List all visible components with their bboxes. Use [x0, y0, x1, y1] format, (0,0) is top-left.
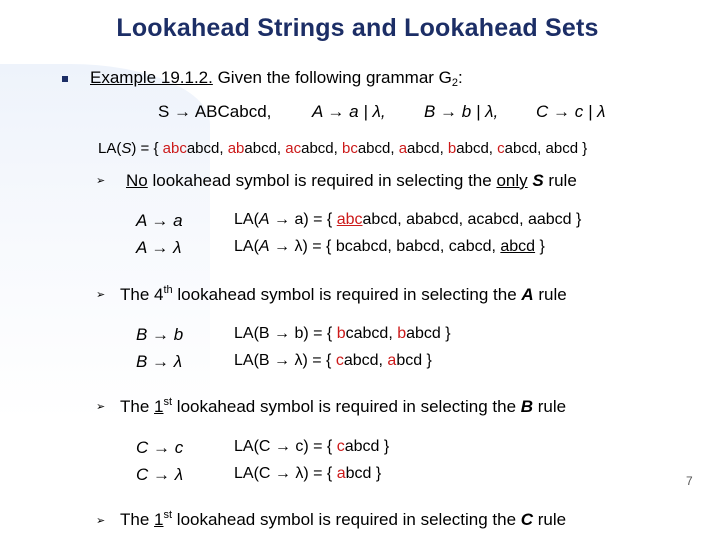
la-s-separator: , — [219, 140, 228, 157]
bullet4-sup: st — [163, 509, 173, 521]
la-c2-red: a — [336, 465, 346, 482]
la-a1-pre: LA( — [234, 211, 259, 228]
arrow-bullet-icon: ➢ — [96, 401, 106, 413]
la-s-item — [448, 140, 489, 157]
bullet4-mid: lookahead symbol is required in selecting the — [172, 510, 521, 529]
la-a1-rest: abcd, ababcd, acabcd, aabcd } — [362, 211, 582, 228]
la-b1-black2: abcd } — [406, 325, 451, 342]
bullet3-sup: st — [163, 396, 173, 408]
bullet3-end: rule — [533, 397, 567, 416]
rule-c-1: C → c — [136, 438, 184, 457]
la-b2-red1: c — [335, 352, 344, 369]
la-b2-red2: a — [387, 352, 397, 369]
bullet4-var: C — [520, 510, 534, 529]
page-number: 7 — [686, 474, 693, 488]
la-s-item — [228, 140, 277, 157]
grammar-a-rule: A → a | λ, — [312, 102, 386, 121]
la-s-item-suffix: abcd — [545, 140, 579, 157]
rule-c-2: C → λ — [136, 465, 184, 484]
la-s-item — [285, 140, 333, 157]
la-s-separator: , — [276, 140, 286, 157]
example-subscript: 2 — [451, 77, 459, 89]
la-s-separator: , — [488, 140, 498, 157]
bullet3-mid: lookahead symbol is required in selecting the — [172, 397, 521, 416]
la-a2-end: } — [535, 238, 545, 255]
bullet1-no: No — [126, 171, 148, 190]
bullet2-sup: th — [163, 284, 173, 296]
la-b-1 — [234, 325, 451, 343]
la-b2-pre: LA(B → λ) = { — [234, 352, 336, 369]
la-s-separator: , — [537, 140, 546, 157]
rule-a-1: A → a — [136, 211, 183, 230]
la-s-item-suffix: abcd — [456, 140, 489, 157]
bullet1-rest2: rule — [543, 171, 577, 190]
bullet4-num: 1 — [154, 510, 164, 529]
la-b1-pre: LA(B → b) = { — [234, 325, 337, 342]
la-s-prefix: LA( — [98, 140, 122, 157]
la-s-item — [546, 140, 579, 157]
grammar-c-rule: C → c | λ — [536, 102, 606, 121]
la-s-item-suffix: abcd — [504, 140, 538, 157]
bullet2-var: A — [521, 285, 534, 304]
grammar-b-rule: B → b | λ, — [424, 102, 499, 121]
la-b-2 — [234, 352, 432, 370]
bullet2-end: rule — [533, 285, 567, 304]
la-s-item — [399, 140, 440, 157]
bullet3-pre: The — [120, 397, 155, 416]
la-a1-var: A — [258, 211, 270, 228]
bullet1-rest1: lookahead symbol is required in selecting the — [147, 171, 497, 190]
la-s-line — [98, 140, 587, 157]
rule-b-1: B → b — [136, 325, 184, 344]
bullet3-var: B — [520, 397, 534, 416]
bullet2-line — [120, 284, 567, 305]
la-s-var: S — [121, 140, 132, 157]
la-b2-black2: bcd } — [396, 352, 432, 369]
la-s-item-prefix: ab — [227, 140, 245, 157]
arrow-bullet-icon: ➢ — [96, 289, 106, 301]
la-a2-var: A — [258, 238, 270, 255]
example-label: Example 19.1.2. — [90, 68, 213, 87]
bullet3-num: 1 — [154, 397, 164, 416]
la-s-item-prefix: b — [447, 140, 457, 157]
rule-b-2: B → λ — [136, 352, 183, 371]
la-a1-rhs: → a) = { — [269, 211, 337, 228]
la-s-item — [163, 140, 220, 157]
bullet1-only: only — [496, 171, 528, 190]
bullet1-line — [126, 171, 577, 191]
la-s-item-prefix: abc — [162, 140, 187, 157]
la-s-item-prefix: bc — [341, 140, 358, 157]
la-a2-underlined: abcd — [500, 238, 536, 255]
la-a-2 — [234, 238, 545, 256]
slide-title: Lookahead Strings and Lookahead Sets — [116, 14, 599, 42]
la-s-item-suffix: abcd — [357, 140, 391, 157]
la-s-item — [342, 140, 390, 157]
la-a1-first-underlined: abc — [336, 211, 363, 228]
bullet2-mid: lookahead symbol is required in selecting the — [172, 285, 522, 304]
square-bullet-icon — [62, 76, 68, 82]
la-s-item-suffix: abcd — [186, 140, 220, 157]
bullet4-end: rule — [533, 510, 567, 529]
la-s-items — [163, 140, 578, 157]
bullet4-line — [120, 509, 566, 530]
la-s-item-suffix: abcd — [244, 140, 277, 157]
la-c2-pre: LA(C → λ) = { — [234, 465, 337, 482]
la-c-2 — [234, 465, 381, 483]
la-s-item-suffix: abcd — [407, 140, 440, 157]
la-a-1 — [234, 211, 581, 229]
la-c1-pre: LA(C → c) = { — [234, 438, 337, 455]
bullet1-var: S — [532, 171, 544, 190]
la-s-separator: , — [439, 140, 448, 157]
la-c1-black: abcd } — [344, 438, 390, 455]
grammar-s-rule: S → ABCabcd, — [158, 102, 272, 121]
la-b2-black1: abcd, — [343, 352, 388, 369]
example-colon: : — [458, 68, 463, 87]
la-s-item-prefix: c — [497, 140, 505, 157]
la-c1-red: c — [336, 438, 345, 455]
rule-a-2: A → λ — [136, 238, 182, 257]
la-b1-red1: b — [336, 325, 346, 342]
la-c2-black: bcd } — [345, 465, 382, 482]
bullet2-pre: The 4 — [120, 285, 164, 304]
la-s-separator: , — [390, 140, 399, 157]
la-s-item-prefix: ac — [285, 140, 302, 157]
la-a2-pre: LA( — [234, 238, 259, 255]
bullet3-line — [120, 396, 566, 417]
la-s-suffix: } — [578, 140, 588, 157]
bullet4-pre: The — [120, 510, 155, 529]
la-c-1 — [234, 438, 389, 456]
la-b1-red2: b — [397, 325, 407, 342]
la-b1-black1: cabcd, — [345, 325, 398, 342]
arrow-bullet-icon: ➢ — [96, 515, 106, 527]
example-text: Given the following grammar G — [212, 68, 452, 87]
la-s-item-suffix: abcd — [301, 140, 334, 157]
la-s-separator: , — [333, 140, 342, 157]
la-s-item-prefix: a — [398, 140, 408, 157]
la-s-item — [497, 140, 537, 157]
la-s-mid: ) = { — [131, 140, 163, 157]
arrow-bullet-icon: ➢ — [96, 175, 106, 187]
example-line — [90, 68, 463, 89]
la-a2-rhs: → λ) = { bcabcd, babcd, cabcd, — [269, 238, 501, 255]
